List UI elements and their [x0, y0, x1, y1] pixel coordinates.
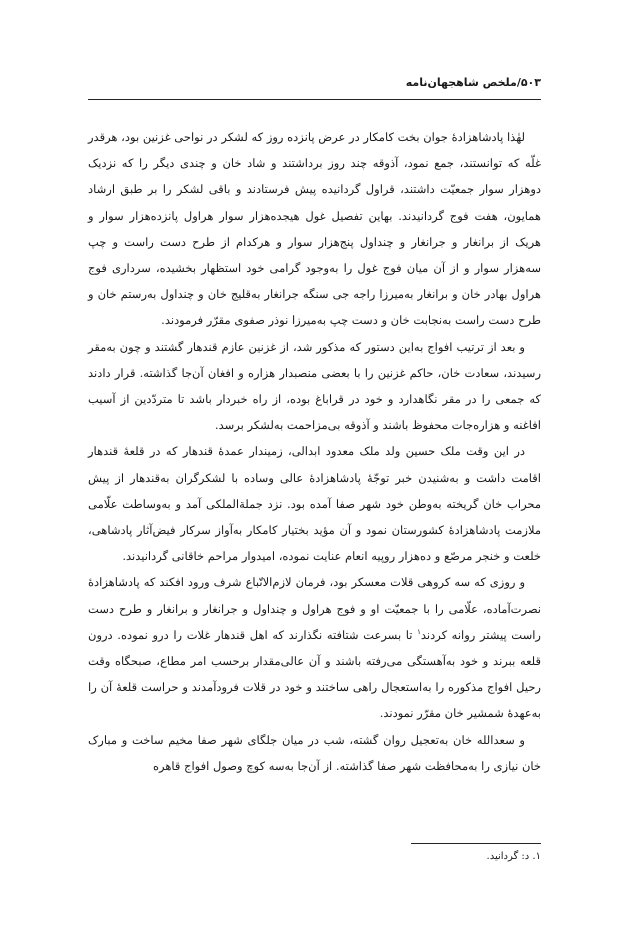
paragraph: [88, 438, 541, 569]
footnote: ۱. د: گردانید.: [486, 851, 541, 862]
paragraph-text: و بعد از ترتیب افواج به‌این دستور که مذکور شد، از غزنین عازم قندهار گشتند و چون به‌مقر رسیدند، سعادت خان، حاکم غزنین را با بعضی منصبدار هزاره و افغان آن‌جا گذاشته. قرار دادند که جمعی را در مقر نگاهدارد و خود در قراباغ بوده، از راه خبردار باشد تا متردّدین از آسیب افاغنه و هزاره‌جات محفوظ باشند و آذوقه بی‌مزاحمت به‌لشکر برسد.: [88, 339, 541, 433]
page-body: [88, 124, 541, 779]
footnote-rule: [411, 843, 541, 844]
running-header: ۵۰۳/ملخص شاهجهان‌نامه: [405, 76, 541, 89]
paragraph-text: در این وقت ملک حسین ولد ملک معدود ابدالی، زمیندار عمدهٔ قندهار که در قلعهٔ قندهار اقامت داشت و به‌شنیدن خبر توجّهٔ پادشاهزادهٔ عالی وساده با لشکرگران به‌قندهار از پیش محراب خان گریخته به‌وطن خود شهر صفا آمده بود. نزد جملة‌الملکی آمد و به‌وساطت علّامی ملازمت پادشاهزادهٔ کشورستان نمود و آن مؤید بختیار کامکار به‌آواز سرکار فیض‌آثار پادشاهی، خلعت و خنجر مرصّع و ده‌هزار روپیه انعام عنایت نموده، امیدوار مراحم خاقانی گردانیدند.: [88, 444, 541, 564]
paragraph: [88, 727, 541, 779]
footnote-reference: ۱: [417, 628, 421, 637]
paragraph: [88, 124, 541, 334]
paragraph-text: لهٰذا پادشاهزادهٔ جوان بخت کامکار در عرض پانزده روز که لشکر در نواحی غزنین بود، هرقدر غلّه که توانستند، جمع نمود، آذوقه چند روز برداشتند و شاد خان و چندی دیگر را که نزدیک دوهزار سوار جمعیّت داشتند، قراول گردانیده پیش فرستادند و باقی لشکر را بر طبق ارشاد همایون، هفت فوج گردانیدند. بهاین تفصیل غول هیجده‌هزار سوار هراول پانزده‌هزار سوار و هریک از برانغار و جرانغار و چنداول پنج‌هزار سوار و هرکدام از طرح دست راست و چپ سه‌هزار سوار و از آن میان فوج غول را به‌وجود گرامی خود استظهار بخشیده، سرداری فوج هراول بهادر خان و برانغار به‌میرزا راجه جی سنگه جرانغار به‌قلیج خان و چنداول به‌رستم خان و طرح دست راست به‌نجابت خان و دست چپ به‌میرزا نوذر صفوی مقرّر فرمودند.: [88, 130, 541, 328]
paragraph-text-continued: تا بسرعت شتافته نگذارند که اهل قندهار غلات را درو نموده. درون قلعه ببرند و خود به‌آهستگی می‌رفته باشند و آن عالی‌مقدار برحسب امر مطاع، صبحگاه وقت رحیل افواج مذکوره را به‌استعجال راهی ساختند و خود در قلات فرودآمدند و حراست قلعهٔ آن را به‌عهدهٔ شمشیر خان مقرّر نمودند.: [88, 627, 541, 721]
paragraph: [88, 334, 541, 439]
paragraph: [88, 569, 541, 726]
paragraph-text: و روزی که سه کروهی قلات معسکر بود، فرمان لازم‌الاتّباع شرف ورود افکند که پادشاهزادهٔ نصرت‌آماده، علّامی را با جمعیّت او و فوج هراول و چنداول و جرانغار و برانغار و طرح دست راست پیشتر روانه کردند: [88, 575, 541, 642]
paragraph-text: و سعدالله خان به‌تعجیل روان گشته، شب در میان جلگای شهر صفا مخیم ساخت و مبارک خان نیازی را به‌محافظت شهر صفا گذاشته. از آن‌جا به‌سه کوچ وصول افواج قاهره: [88, 732, 541, 773]
header-rule: [88, 99, 541, 100]
